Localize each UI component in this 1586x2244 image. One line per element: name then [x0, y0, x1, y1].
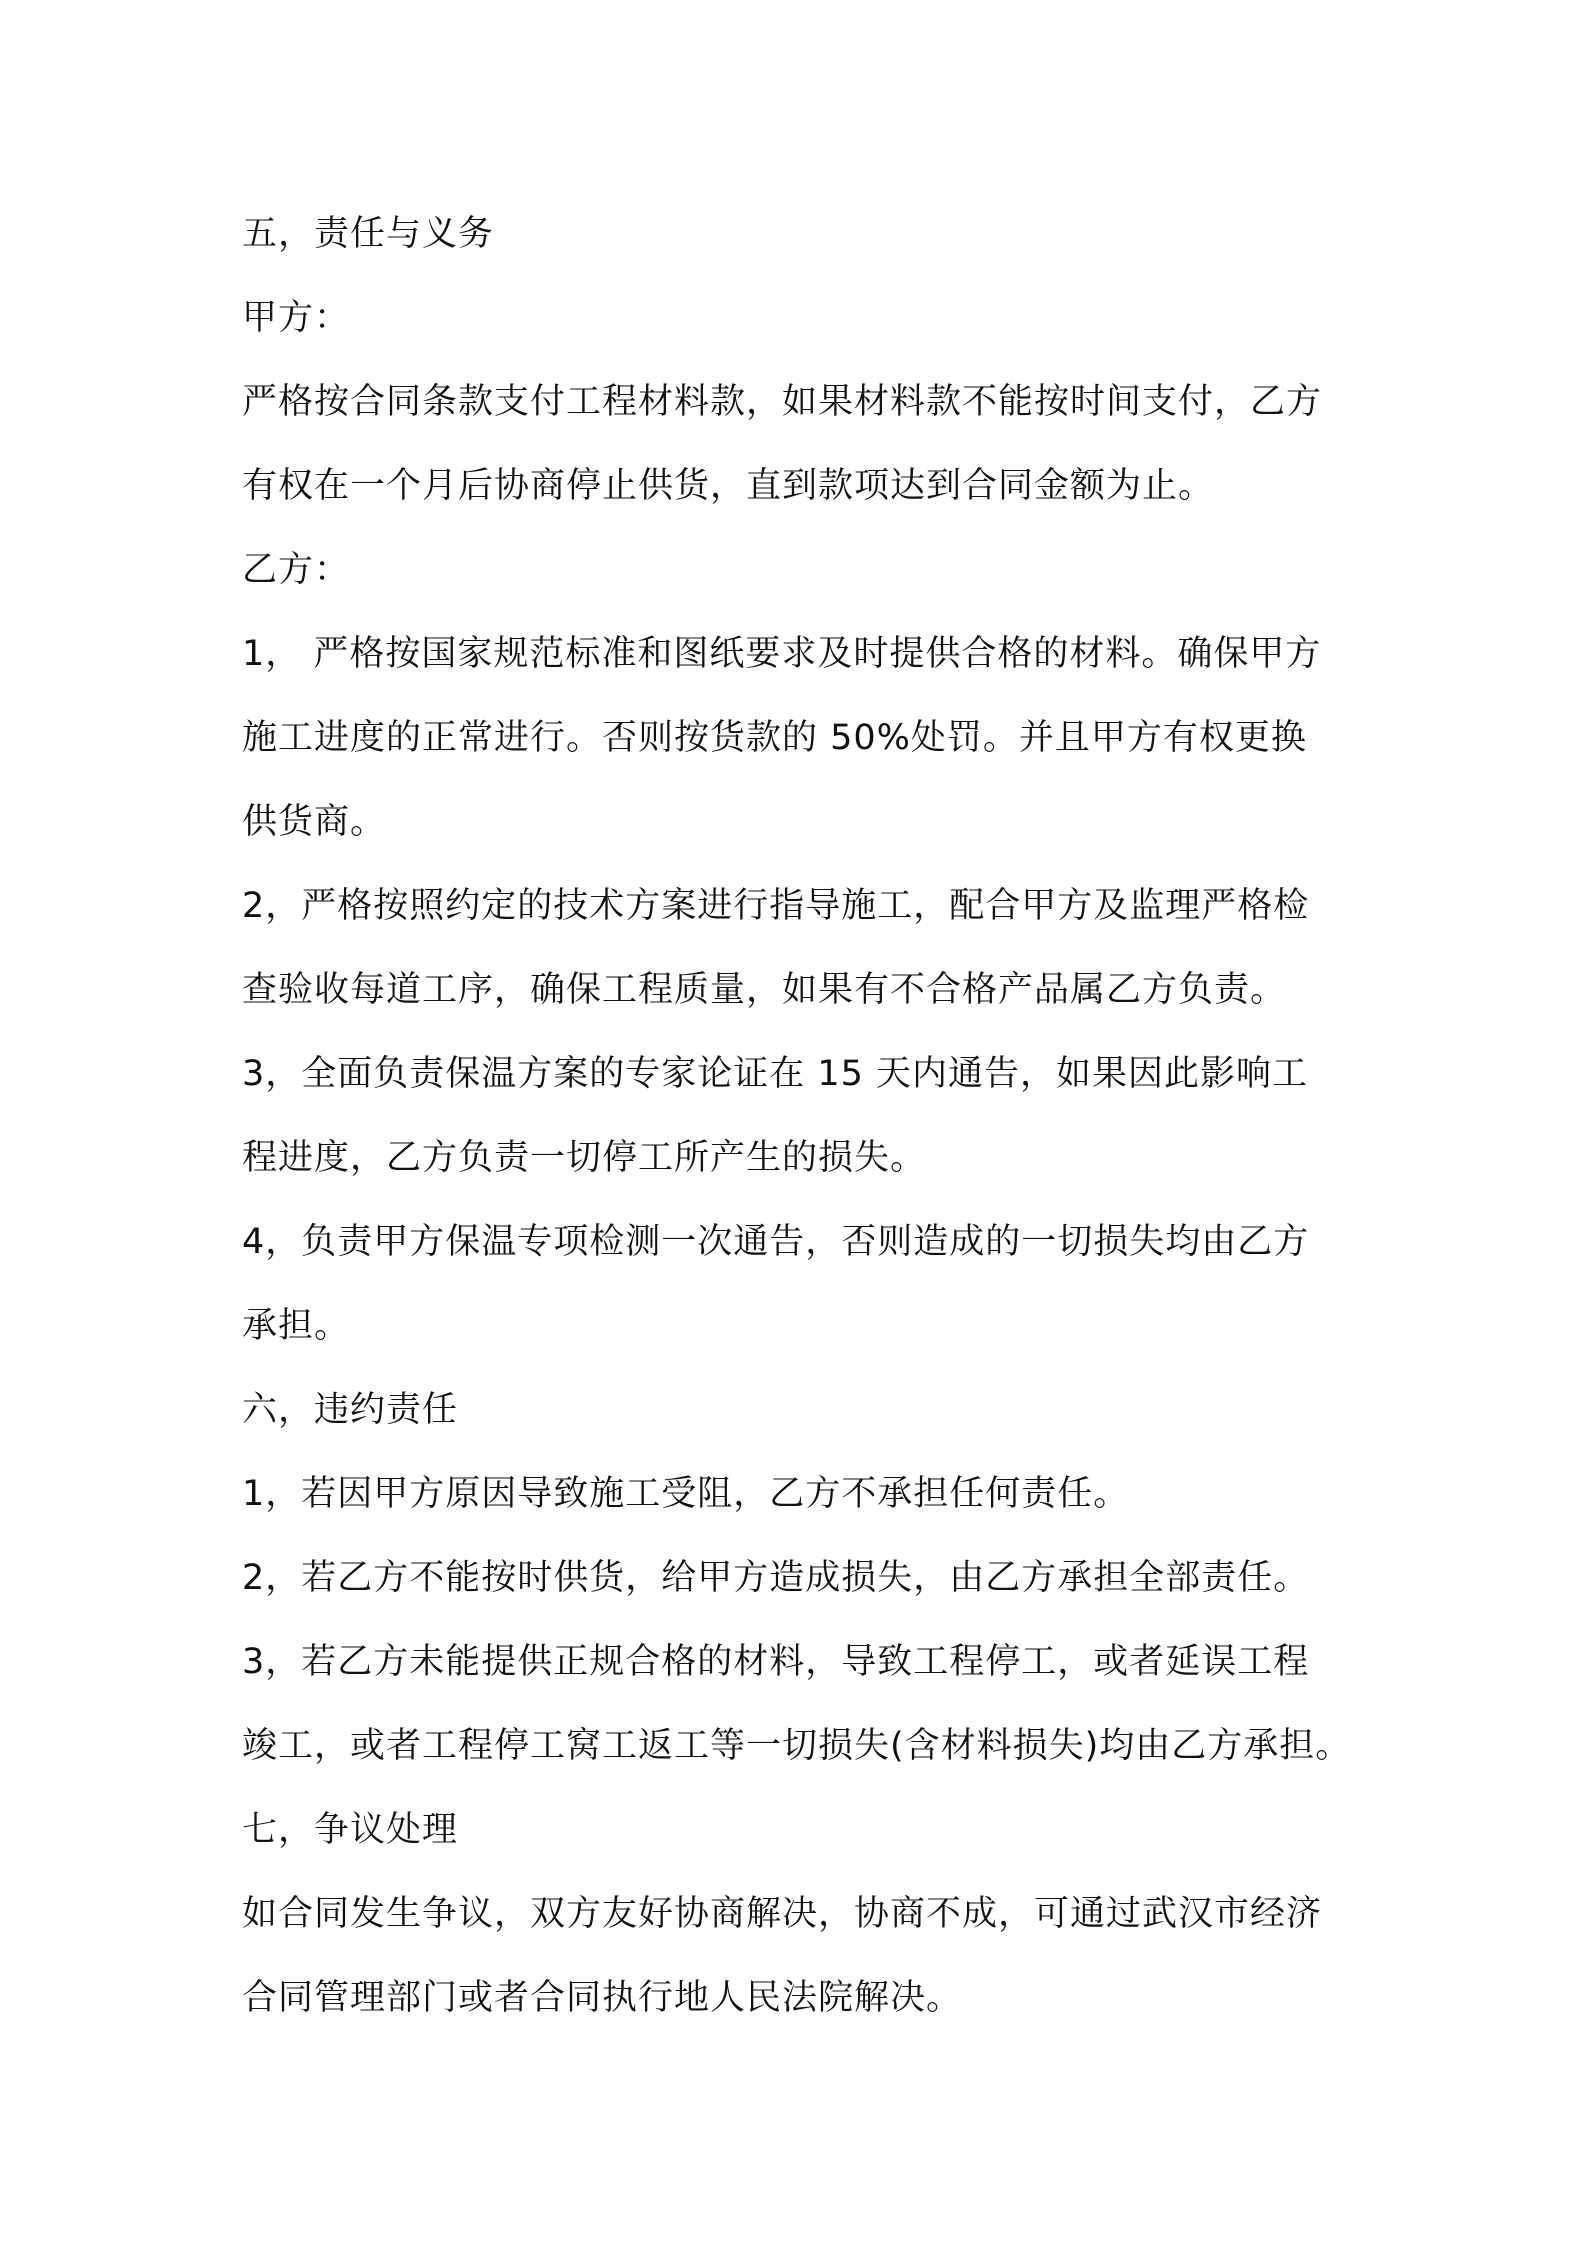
paragraph-line: 如合同发生争议，双方友好协商解决，协商不成，可通过武汉市经济	[242, 1894, 1323, 1934]
section-heading-responsibilities: 五，责任与义务	[242, 214, 495, 254]
paragraph-line: 严格按合同条款支付工程材料款，如果材料款不能按时间支付，乙方	[242, 382, 1323, 422]
paragraph-line: 1，若因甲方原因导致施工受阻，乙方不承担任何责任。	[242, 1474, 1130, 1514]
paragraph-line: 3，若乙方未能提供正规合格的材料，导致工程停工，或者延误工程	[242, 1642, 1310, 1682]
paragraph-line: 竣工，或者工程停工窝工返工等一切损失(含材料损失)均由乙方承担。	[242, 1726, 1352, 1766]
paragraph-line: 施工进度的正常进行。否则按货款的 50%处罚。并且甲方有权更换	[242, 718, 1307, 758]
paragraph-line: 程进度，乙方负责一切停工所产生的损失。	[242, 1138, 927, 1178]
paragraph-line: 承担。	[242, 1306, 351, 1346]
paragraph-line: 供货商。	[242, 802, 387, 842]
paragraph-line: 合同管理部门或者合同执行地人民法院解决。	[242, 1978, 963, 2018]
paragraph-line: 有权在一个月后协商停止供货，直到款项达到合同金额为止。	[242, 466, 1215, 506]
paragraph-line: 2，严格按照约定的技术方案进行指导施工，配合甲方及监理严格检	[242, 886, 1310, 926]
party-a-heading: 甲方：	[242, 298, 351, 338]
paragraph-line: 查验收每道工序，确保工程质量，如果有不合格产品属乙方负责。	[242, 970, 1287, 1010]
paragraph-line: 4，负责甲方保温专项检测一次通告，否则造成的一切损失均由乙方	[242, 1222, 1310, 1262]
paragraph-line: 3，全面负责保温方案的专家论证在 15 天内通告，如果因此影响工	[242, 1054, 1309, 1094]
document-body	[242, 192, 1362, 2040]
party-b-heading: 乙方：	[242, 550, 351, 590]
paragraph-line: 1， 严格按国家规范标准和图纸要求及时提供合格的材料。确保甲方	[242, 634, 1322, 674]
section-heading-breach: 六，违约责任	[242, 1390, 459, 1430]
paragraph-line: 2，若乙方不能按时供货，给甲方造成损失，由乙方承担全部责任。	[242, 1558, 1310, 1598]
section-heading-disputes: 七，争议处理	[242, 1810, 459, 1850]
